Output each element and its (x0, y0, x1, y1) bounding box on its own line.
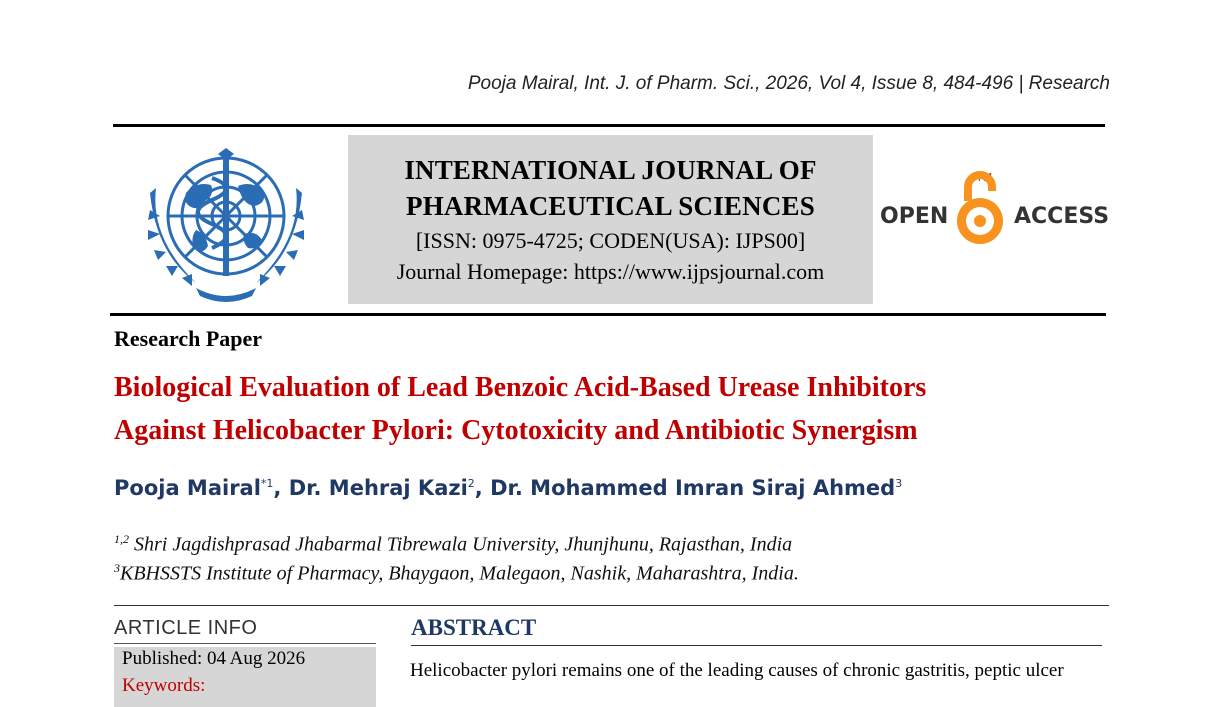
journal-emblem (126, 138, 326, 306)
author-affiliation-mark: 2 (467, 477, 475, 490)
journal-masthead (348, 135, 873, 304)
article-title (114, 366, 1114, 452)
author-affiliation-mark: 3 (895, 477, 903, 490)
journal-name (348, 152, 873, 224)
article-info-underline (114, 643, 376, 644)
article-type: Research Paper (114, 326, 263, 351)
article-title-line1: Biological Evaluation of Lead Benzoic Acid-Based Urease Inhibitors (114, 372, 927, 403)
article-title-line2: Against Helicobacter Pylori: Cytotoxicity and Antibiotic Synergism (114, 415, 918, 446)
open-word: OPEN (880, 204, 949, 229)
header-rule-top (113, 124, 1105, 127)
affiliation-mark: 1,2 (114, 532, 129, 546)
published-date: Published: 04 Aug 2026 (122, 648, 306, 669)
author-affiliation-mark: *1 (260, 477, 274, 490)
journal-name-line1: INTERNATIONAL JOURNAL OF (404, 155, 817, 185)
abstract-underline (411, 645, 1102, 646)
affiliation (114, 532, 792, 557)
affiliation-text: Shri Jagdishprasad Jhabarmal Tibrewala University, Jhunjhunu, Rajasthan, India (129, 533, 793, 556)
abstract-heading: ABSTRACT (411, 615, 537, 640)
keywords-label: Keywords: (122, 675, 206, 696)
open-access-lock-icon (880, 165, 1110, 255)
author-name[interactable]: Dr. Mehraj Kazi (288, 476, 468, 500)
header-rule-bottom (110, 313, 1106, 316)
abstract-text: Helicobacter pylori remains one of the leading causes of chronic gastritis, peptic ulcer (410, 660, 1064, 681)
trademark-mark: TM (976, 171, 993, 184)
affiliation (114, 561, 799, 586)
section-divider (114, 605, 1109, 606)
author-separator: , (273, 476, 289, 500)
affiliation-text: KBHSSTS Institute of Pharmacy, Bhaygaon, Malegaon, Nashik, Maharashtra, India. (120, 562, 799, 585)
un-emblem-icon (126, 138, 326, 306)
author-name[interactable]: Dr. Mohammed Imran Siraj Ahmed (490, 476, 896, 500)
journal-name-line2: PHARMACEUTICAL SCIENCES (406, 191, 815, 221)
article-info-heading: ARTICLE INFO (114, 617, 258, 639)
journal-issn: [ISSN: 0975-4725; CODEN(USA): IJPS00] (415, 228, 806, 253)
author-list (114, 476, 902, 500)
running-head: Pooja Mairal, Int. J. of Pharm. Sci., 2026, Vol 4, Issue 8, 484-496 | Research (467, 73, 1110, 94)
journal-homepage-link[interactable]: Journal Homepage: https://www.ijpsjournal.com (396, 259, 825, 284)
author-name[interactable]: Pooja Mairal (114, 476, 261, 500)
access-word: ACCESS (1014, 204, 1110, 229)
author-separator: , (474, 476, 491, 500)
affiliation-mark: 3 (114, 561, 120, 575)
open-access-logo (880, 165, 1110, 255)
